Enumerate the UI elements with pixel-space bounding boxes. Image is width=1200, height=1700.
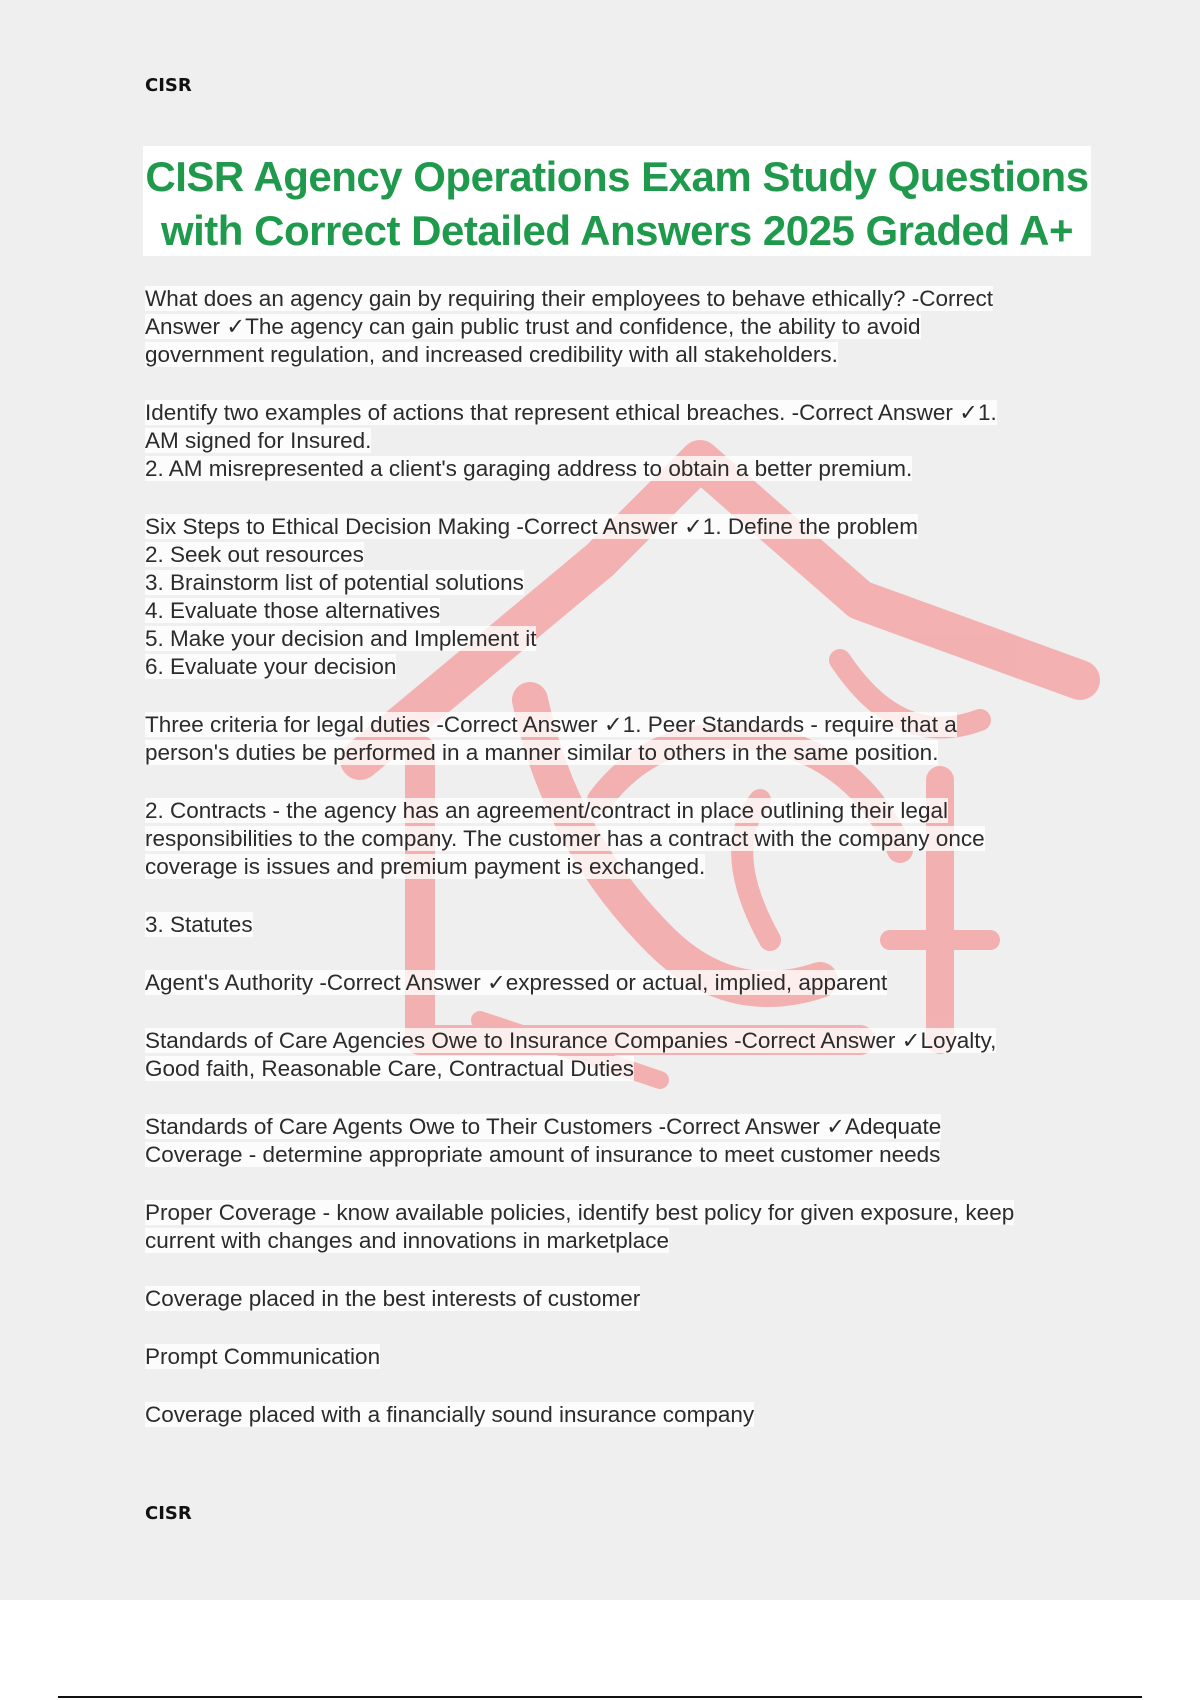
qa-line [145,1055,1095,1083]
qa-line-text: 6. Evaluate your decision [145,654,397,679]
qa-line [145,1401,1095,1429]
qa-line [145,853,1095,881]
qa-line-text: What does an agency gain by requiring their employees to behave ethically? -Correct [145,286,993,311]
qa-line-text: Answer ✓The agency can gain public trust and confidence, the ability to avoid [145,314,921,339]
qa-line-text: government regulation, and increased credibility with all stakeholders. [145,342,838,367]
document-title-box [143,146,1091,256]
qa-paragraph [145,513,1095,681]
qa-line [145,1141,1095,1169]
qa-line-text: 2. Seek out resources [145,542,364,567]
qa-line [145,653,1095,681]
qa-line [145,1285,1095,1313]
qa-paragraph [145,1027,1095,1083]
qa-paragraph [145,399,1095,483]
qa-paragraph [145,1343,1095,1371]
qa-line [145,1343,1095,1371]
qa-line [145,911,1095,939]
qa-line-text: current with changes and innovations in marketplace [145,1228,670,1253]
qa-line [145,427,1095,455]
document-title-line-2: with Correct Detailed Answers 2025 Graded A+ [160,207,1074,254]
qa-paragraph [145,1199,1095,1255]
qa-line [145,797,1095,825]
qa-line [145,569,1095,597]
qa-paragraph [145,285,1095,369]
qa-line-text: 2. Contracts - the agency has an agreement/contract in place outlining their legal [145,798,948,823]
qa-line-text: person's duties be performed in a manner similar to others in the same position. [145,740,939,765]
qa-line [145,625,1095,653]
qa-paragraph [145,797,1095,881]
qa-line [145,399,1095,427]
qa-paragraph [145,1401,1095,1429]
document-title-line-1: CISR Agency Operations Exam Study Questions [145,153,1089,200]
qa-line-text: Standards of Care Agencies Owe to Insurance Companies -Correct Answer ✓Loyalty, [145,1028,997,1053]
qa-line [145,825,1095,853]
qa-line-text: Six Steps to Ethical Decision Making -Correct Answer ✓1. Define the problem [145,514,918,539]
qa-line-text: Identify two examples of actions that represent ethical breaches. -Correct Answer ✓1. [145,400,997,425]
page-header-label: CISR [145,75,192,96]
qa-paragraph [145,1113,1095,1169]
qa-paragraph [145,711,1095,767]
qa-line [145,1199,1095,1227]
qa-line-text: Three criteria for legal duties -Correct Answer ✓1. Peer Standards - require that a [145,712,957,737]
qa-line-text: 3. Brainstorm list of potential solutions [145,570,524,595]
page-footer-label: CISR [145,1503,192,1524]
qa-line [145,597,1095,625]
qa-line [145,1227,1095,1255]
qa-paragraph [145,969,1095,997]
qa-line [145,455,1095,483]
qa-line [145,313,1095,341]
qa-line-text: responsibilities to the company. The customer has a contract with the company once [145,826,985,851]
qa-line [145,1113,1095,1141]
qa-line-text: 3. Statutes [145,912,253,937]
qa-line [145,1027,1095,1055]
qa-line [145,541,1095,569]
document-title [143,146,1091,258]
qa-line-text: Proper Coverage - know available policies, identify best policy for given exposure, keep [145,1200,1015,1225]
page-bottom-rule [58,1696,1142,1698]
qa-line-text: 4. Evaluate those alternatives [145,598,441,623]
qa-line-text: 2. AM misrepresented a client's garaging address to obtain a better premium. [145,456,913,481]
qa-paragraph [145,911,1095,939]
qa-line-text: Coverage - determine appropriate amount of insurance to meet customer needs [145,1142,941,1167]
qa-line [145,711,1095,739]
qa-line-text: coverage is issues and premium payment is exchanged. [145,854,706,879]
qa-line-text: AM signed for Insured. [145,428,372,453]
qa-line-text: Agent's Authority -Correct Answer ✓expressed or actual, implied, apparent [145,970,888,995]
qa-line-text: 5. Make your decision and Implement it [145,626,537,651]
qa-content [145,285,1095,1459]
qa-line-text: Good faith, Reasonable Care, Contractual Duties [145,1056,635,1081]
qa-line [145,969,1095,997]
qa-line-text: Coverage placed with a financially sound insurance company [145,1402,755,1427]
qa-line-text: Prompt Communication [145,1344,381,1369]
qa-line-text: Standards of Care Agents Owe to Their Customers -Correct Answer ✓Adequate [145,1114,942,1139]
qa-line-text: Coverage placed in the best interests of customer [145,1286,641,1311]
qa-line [145,285,1095,313]
qa-line [145,341,1095,369]
qa-paragraph [145,1285,1095,1313]
qa-line [145,513,1095,541]
qa-line [145,739,1095,767]
